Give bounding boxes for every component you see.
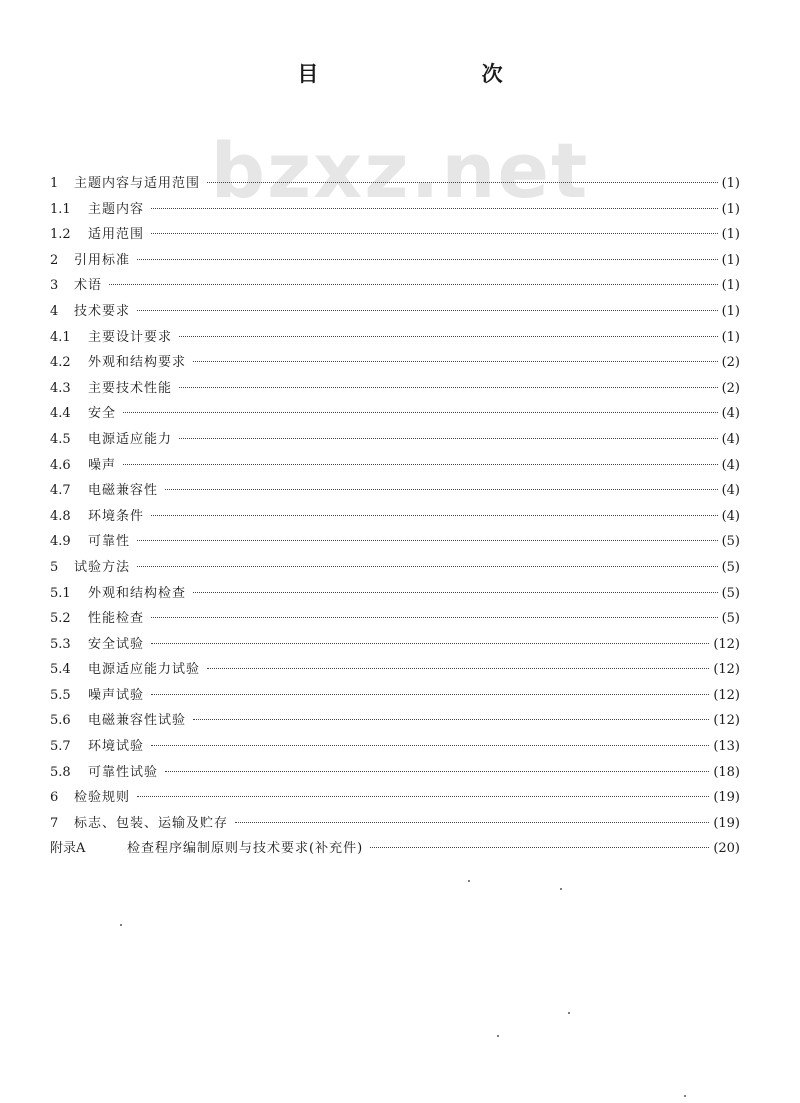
toc-entry-page: (5) — [721, 611, 740, 627]
toc-entry — [50, 377, 740, 403]
toc-entry — [50, 582, 740, 608]
toc-entry-label: 电源适应能力试验 — [88, 662, 201, 678]
toc-entry-page: (5) — [721, 534, 740, 550]
toc-dot-leader — [179, 387, 718, 388]
toc-entry-label: 噪声试验 — [88, 687, 145, 703]
toc-entry-page: (19) — [713, 790, 740, 806]
toc-entry-page: (1) — [721, 303, 740, 319]
toc-dot-leader — [123, 464, 718, 465]
toc-entry-label: 外观和结构要求 — [88, 355, 187, 371]
toc-entry — [50, 761, 740, 787]
toc-entry — [50, 709, 740, 735]
toc-entry-number: 4.7 — [50, 483, 71, 499]
toc-entry-number: 2 — [50, 252, 59, 268]
toc-entry-number: 1 — [50, 176, 59, 191]
watermark: bzxz.net — [210, 126, 590, 215]
toc-entry-page: (1) — [721, 227, 740, 243]
toc-entry-page: (1) — [721, 278, 740, 294]
toc-dot-leader — [165, 489, 718, 490]
toc-entry — [50, 351, 740, 377]
toc-entry-number: 7 — [50, 815, 59, 831]
toc-entry-number: 5.5 — [50, 687, 71, 703]
toc-entry-label: 环境试验 — [88, 739, 145, 755]
toc-dot-leader — [151, 233, 718, 234]
toc-dot-leader — [151, 694, 709, 695]
toc-entry — [50, 633, 740, 659]
scan-speck — [468, 880, 470, 882]
toc-dot-leader — [193, 361, 718, 362]
toc-dot-leader — [151, 617, 718, 618]
toc-entry-label: 技术要求 — [74, 303, 131, 319]
toc-entry-number: 4.8 — [50, 508, 71, 524]
scan-speck — [497, 1035, 499, 1037]
toc-entry — [50, 402, 740, 428]
toc-dot-leader — [370, 847, 709, 848]
toc-dot-leader — [193, 592, 718, 593]
toc-dot-leader — [137, 540, 718, 541]
toc-dot-leader — [179, 336, 718, 337]
toc-dot-leader — [235, 822, 709, 823]
toc-entry-label: 适用范围 — [88, 227, 145, 243]
toc-entry-label: 性能检查 — [88, 611, 145, 627]
scan-speck — [120, 924, 122, 926]
toc-entry-page: (2) — [721, 355, 740, 371]
toc-entry-label: 检查程序编制原则与技术要求(补充件) — [127, 841, 364, 857]
toc-entry-number: 4.5 — [50, 431, 71, 447]
toc-dot-leader — [207, 182, 718, 183]
toc-entry-number: 5.1 — [50, 585, 71, 601]
toc-entry-page: (13) — [713, 739, 740, 755]
toc-entry-label: 环境条件 — [88, 508, 145, 524]
toc-dot-leader — [165, 771, 709, 772]
toc-entry — [50, 274, 740, 300]
toc-entry — [50, 172, 740, 198]
toc-entry — [50, 812, 740, 838]
toc-entry-page: (4) — [721, 508, 740, 524]
toc-entry-page: (4) — [721, 457, 740, 473]
toc-entry-number: 附录A — [50, 841, 86, 857]
toc-entry-label: 安全试验 — [88, 636, 145, 652]
toc-entry-label: 电磁兼容性试验 — [88, 713, 187, 729]
toc-entry — [50, 428, 740, 454]
toc-dot-leader — [123, 412, 718, 413]
toc-entry-page: (4) — [721, 406, 740, 422]
toc-entry-label: 电源适应能力 — [88, 431, 173, 447]
toc-entry — [50, 198, 740, 224]
toc-entry-number: 6 — [50, 790, 59, 806]
toc-entry — [50, 684, 740, 710]
toc-dot-leader — [151, 515, 718, 516]
toc-entry-page: (4) — [721, 431, 740, 447]
toc-entry — [50, 326, 740, 352]
toc-entry-label: 噪声 — [88, 457, 117, 473]
toc-entry — [50, 556, 740, 582]
toc-entry-number: 5.4 — [50, 662, 71, 678]
toc-entry-number: 5.3 — [50, 636, 71, 652]
toc-dot-leader — [151, 643, 709, 644]
toc-entry-label: 术语 — [74, 278, 103, 294]
toc-entry — [50, 837, 740, 863]
toc-entry-label: 引用标准 — [74, 252, 131, 268]
toc-entry-page: (1) — [721, 252, 740, 268]
toc-entry-label: 电磁兼容性 — [88, 483, 159, 499]
toc-entry-page: (1) — [721, 201, 740, 217]
toc-entry-number: 4.4 — [50, 406, 71, 422]
toc-entry — [50, 735, 740, 761]
toc-entry-label: 可靠性 — [88, 534, 131, 550]
toc-entry-page: (1) — [721, 176, 740, 191]
toc-entry-number: 4.2 — [50, 355, 71, 371]
toc-entry-page: (12) — [713, 687, 740, 703]
toc-dot-leader — [193, 719, 709, 720]
toc-entry-label: 外观和结构检查 — [88, 585, 187, 601]
toc-dot-leader — [151, 208, 718, 209]
toc-entry — [50, 479, 740, 505]
toc-entry — [50, 505, 740, 531]
toc-dot-leader — [137, 796, 709, 797]
toc-entry-number: 4.9 — [50, 534, 71, 550]
toc-entry — [50, 786, 740, 812]
toc-dot-leader — [137, 310, 718, 311]
toc-entry-label: 主题内容与适用范围 — [74, 176, 201, 191]
scan-speck — [568, 1012, 570, 1014]
toc-entry-page: (12) — [713, 662, 740, 678]
toc-entry-number: 1.2 — [50, 227, 71, 243]
toc-entry — [50, 300, 740, 326]
toc-entry-page: (20) — [713, 841, 740, 857]
toc-entry-page: (4) — [721, 483, 740, 499]
toc-entry-label: 可靠性试验 — [88, 764, 159, 780]
toc-entry — [50, 530, 740, 556]
toc-entry — [50, 223, 740, 249]
scan-speck — [560, 888, 562, 890]
toc-entry-number: 5.2 — [50, 611, 71, 627]
scan-speck — [684, 1095, 686, 1097]
toc-dot-leader — [137, 259, 718, 260]
toc-entry-label: 标志、包装、运输及贮存 — [74, 815, 229, 831]
toc-entry-label: 主要设计要求 — [88, 329, 173, 345]
toc-entry — [50, 607, 740, 633]
toc-entry-page: (5) — [721, 559, 740, 575]
toc-entry-page: (1) — [721, 329, 740, 345]
toc-entry-number: 5.8 — [50, 764, 71, 780]
toc-dot-leader — [179, 438, 718, 439]
table-of-contents — [50, 172, 740, 863]
toc-entry-number: 4.6 — [50, 457, 71, 473]
toc-dot-leader — [137, 566, 718, 567]
toc-dot-leader — [151, 745, 709, 746]
toc-entry-label: 主要技术性能 — [88, 380, 173, 396]
toc-entry-page: (2) — [721, 380, 740, 396]
toc-entry-number: 5.6 — [50, 713, 71, 729]
toc-entry-page: (18) — [713, 764, 740, 780]
toc-dot-leader — [207, 668, 709, 669]
toc-entry-label: 主题内容 — [88, 201, 145, 217]
toc-entry-label: 检验规则 — [74, 790, 131, 806]
toc-entry — [50, 454, 740, 480]
toc-entry-number: 1.1 — [50, 201, 71, 217]
toc-dot-leader — [109, 284, 718, 285]
toc-entry-label: 安全 — [88, 406, 117, 422]
page-title: 目 次 — [297, 62, 581, 86]
toc-entry-page: (5) — [721, 585, 740, 601]
toc-entry-number: 5 — [50, 559, 59, 575]
toc-entry-number: 5.7 — [50, 739, 71, 755]
toc-entry-page: (19) — [713, 815, 740, 831]
toc-entry-number: 3 — [50, 278, 59, 294]
toc-entry-page: (12) — [713, 636, 740, 652]
toc-entry-label: 试验方法 — [74, 559, 131, 575]
toc-entry-number: 4 — [50, 303, 59, 319]
toc-entry — [50, 249, 740, 275]
toc-entry-number: 4.1 — [50, 329, 71, 345]
toc-entry-number: 4.3 — [50, 380, 71, 396]
toc-entry-page: (12) — [713, 713, 740, 729]
toc-entry — [50, 658, 740, 684]
